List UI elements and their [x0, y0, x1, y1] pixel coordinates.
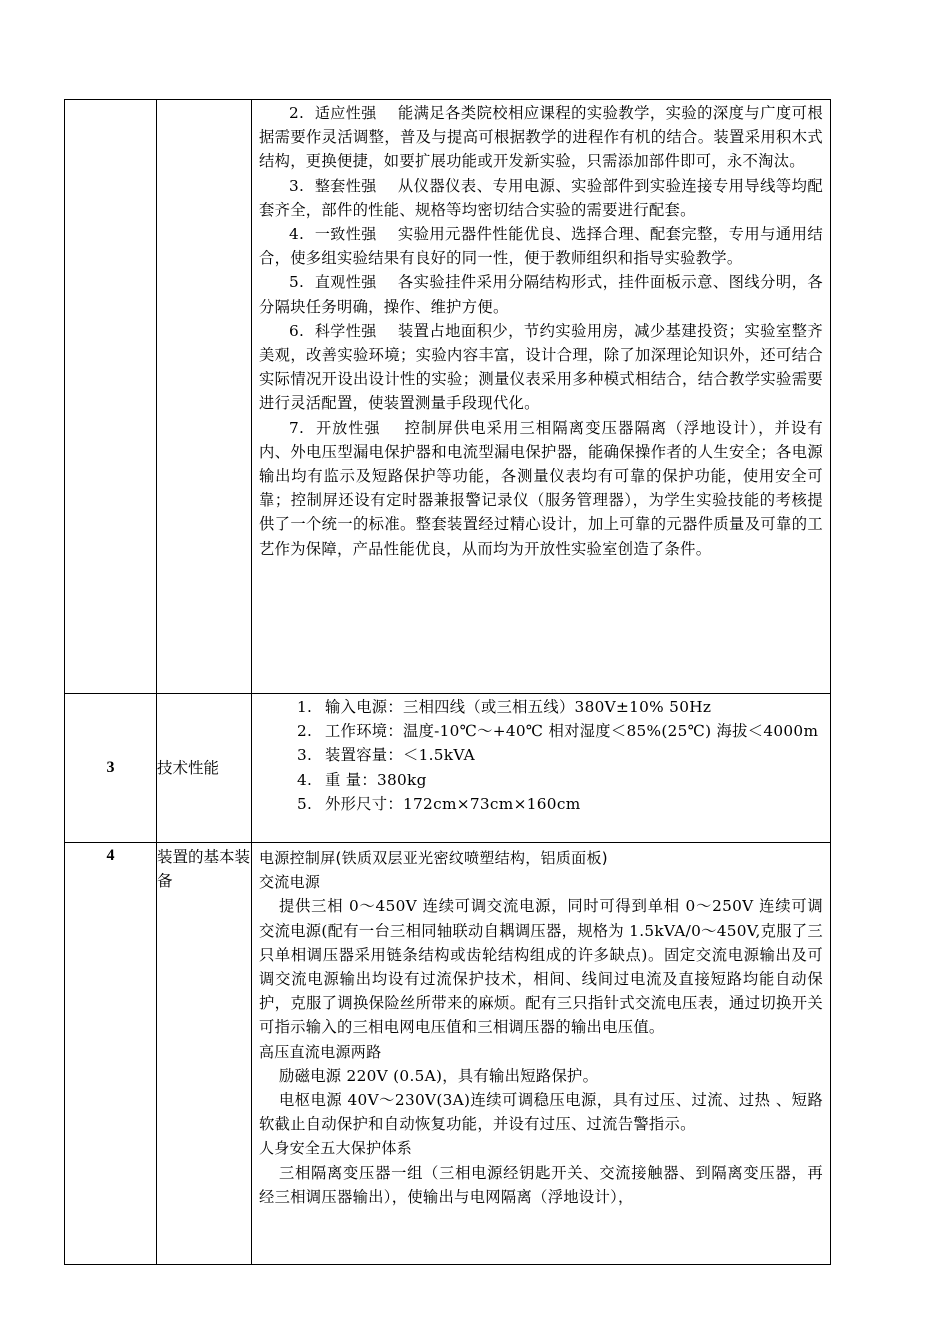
feature-7: 7. 开放性强 控制屏供电采用三相隔离变压器隔离（浮地设计），并设有内、外电压型漏电保护器和电流型漏电保护器，能确保操作者的人生安全；各电源输出均有监示及短路保护等功能，各测量仪表均有可靠的保护功能，使用安全可靠；控制屏还设有定时器兼报警记录仪（服务管理器），为学生实验技能的考核提供了一个统一的标准。整套装置经过精心设计，加上可靠的元器件质量及可靠的工艺作为保障，产品性能优良，从而均为开放性实验室创造了条件。 [259, 418, 823, 558]
section-title: 电源控制屏(铁质双层亚光密纹喷塑结构，铝质面板) [259, 849, 608, 867]
equipment-spec-table [64, 99, 831, 1265]
row-label: 装置的基本装备 [157, 843, 252, 1265]
dc-excitation: 励磁电源 220V (0.5A)，具有输出短路保护。 [279, 1066, 599, 1085]
table-row-features-continuation [65, 100, 831, 694]
feature-5: 5. 直观性强 各实验挂件采用分隔结构形式，挂件面板示意、图线分明，各分隔块任务明确，操作、维护方便。 [259, 273, 823, 316]
spec-item: 4. 重 量：380kg [297, 770, 427, 789]
row-number: 4 [65, 843, 157, 1265]
row-number: 3 [65, 694, 157, 843]
row-label: 技术性能 [157, 694, 252, 843]
cell-equipment [252, 843, 831, 1265]
table-row-basic-equipment [65, 843, 831, 1265]
spec-list [259, 695, 823, 816]
dc-heading: 高压直流电源两路 [259, 1042, 382, 1061]
feature-6: 6. 科学性强 装置占地面积少，节约实验用房，减少基建投资；实验室整齐美观，改善实验环境；实验内容丰富，设计合理，除了加深理论知识外，还可结合实际情况开设出设计性的实验；测量仪表采用多种模式相结合，结合教学实验需要进行灵活配置，使装置测量手段现代化。 [259, 321, 823, 413]
ac-heading: 交流电源 [259, 873, 321, 892]
cell-number-empty [65, 100, 157, 694]
feature-2: 2. 适应性强 能满足各类院校相应课程的实验教学，实验的深度与广度可根据需要作灵活调整，普及与提高可根据教学的进程作有机的结合。装置采用积木式结构，更换便捷，如要扩展功能或开发新实验，只需添加部件即可，永不淘汰。 [259, 104, 823, 171]
feature-3: 3. 整套性强 从仪器仪表、专用电源、实验部件到实验连接专用导线等均配套齐全，部件的性能、规格等均密切结合实验的需要进行配套。 [259, 176, 823, 219]
spec-item: 1. 输入电源：三相四线（或三相五线）380V±10% 50Hz [297, 698, 712, 716]
spec-item: 2. 工作环境：温度-10℃～+40℃ 相对湿度＜85%(25℃) 海拔＜4000m [297, 722, 819, 741]
ac-paragraph: 提供三相 0～450V 连续可调交流电源，同时可得到单相 0～250V 连续可调交流电源(配有一台三相同轴联动自耦调压器，规格为 1.5kVA/0～450V,克服了三只单相调压器采用链条结构或齿轮结构组成的许多缺点)。固定交流电源输出及可调交流电源输出均设有过流保护技术，相间、线间过电流及直接短路均能自动保护，克服了调换保险丝所带来的麻烦。配有三只指针式交流电压表，通过切换开关可指示输入的三相电网电压值和三相调压器的输出电压值。 [259, 897, 824, 1037]
safety-paragraph: 三相隔离变压器一组（三相电源经钥匙开关、交流接触器、到隔离变压器，再经三相调压器输出），使输出与电网隔离（浮地设计）， [259, 1163, 823, 1206]
spec-item: 3. 装置容量：＜1.5kVA [297, 746, 476, 765]
cell-specs [252, 694, 831, 843]
dc-armature: 电枢电源 40V～230V(3A)连续可调稳压电源，具有过压、过流、过热 、短路软截止自动保护和自动恢复功能，并设有过压、过流告警指示。 [259, 1091, 823, 1134]
spec-item: 5. 外形尺寸：172cm×73cm×160cm [297, 794, 581, 813]
cell-features [252, 100, 831, 694]
cell-label-empty [157, 100, 252, 694]
safety-heading: 人身安全五大保护体系 [259, 1139, 413, 1158]
table-row-technical-performance [65, 694, 831, 843]
feature-4: 4. 一致性强 实验用元器件性能优良、选择合理、配套完整，专用与通用结合，使多组实验结果有良好的同一性，便于教师组织和指导实验教学。 [259, 225, 823, 268]
